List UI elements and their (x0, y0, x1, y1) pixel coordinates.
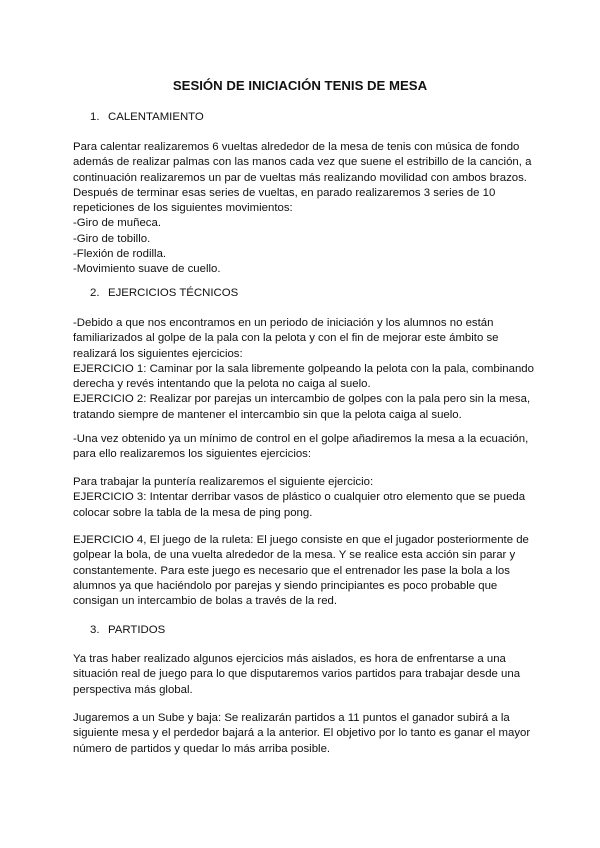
text-line: derecha y revés intentando que la pelota no caiga al suelo. (73, 378, 371, 391)
text-line: consigan un intercambio de bolas a través de la red. (73, 595, 338, 608)
paragraph-calentamiento (73, 140, 533, 278)
text-line: -Giro de muñeca. (73, 217, 161, 230)
section-heading-partidos (90, 622, 165, 638)
section-heading-ejercicios-tecnicos (90, 285, 238, 301)
paragraph-partidos-intro (73, 652, 533, 698)
paragraph-ejercicio-3 (73, 475, 533, 521)
text-line: perspectiva más global. (73, 683, 193, 696)
text-line: EJERCICIO 2: Realizar por parejas un intercambio de golpes con la pala pero sin la mesa, (73, 393, 531, 406)
paragraph-ejercicios-1-2 (73, 316, 533, 423)
text-line: -Flexión de rodilla. (73, 248, 167, 261)
paragraph-ejercicio-4 (73, 533, 533, 609)
text-line: -Movimiento suave de cuello. (73, 263, 221, 276)
document-title: SESIÓN DE INICIACIÓN TENIS DE MESA (172, 78, 428, 93)
text-line: número de partidos y quedar lo más arriba posible. (73, 742, 331, 755)
section-number: 3. (90, 624, 100, 636)
text-line: golpear la bola, de una vuelta alrededor de la mesa. Y se realice esta acción sin parar y (73, 549, 516, 562)
text-line: -Giro de tobillo. (73, 232, 151, 245)
text-line: EJERCICIO 1: Caminar por la sala libremente golpeando la pelota con la pala, combinando (73, 362, 534, 375)
text-line: tratando siempre de mantener el intercambio sin que la pelota caiga al suelo. (73, 408, 462, 421)
section-heading-calentamiento (90, 109, 204, 125)
text-line: Para calentar realizaremos 6 vueltas alrededor de la mesa de tenis con música de fondo (73, 141, 520, 153)
text-line: Después de terminar esas series de vueltas, en parado realizaremos 3 series de 10 (73, 186, 496, 199)
text-line: para ello realizaremos los siguientes ejercicios: (73, 448, 312, 461)
text-line: Para trabajar la puntería realizaremos el siguiente ejercicio: (73, 476, 374, 488)
text-line: EJERCICIO 4, El juego de la ruleta: El juego consiste en que el jugador posteriormente de (73, 534, 529, 546)
text-line: colocar sobre la tabla de la mesa de ping pong. (73, 506, 313, 519)
section-title: PARTIDOS (108, 624, 166, 636)
section-title: EJERCICIOS TÉCNICOS (108, 287, 239, 299)
text-line: además de realizar palmas con las manos cada vez que suene el estribillo de la canción, a (73, 156, 532, 169)
section-title: CALENTAMIENTO (108, 111, 204, 123)
text-line: situación real de juego para lo que disputaremos varios partidos para trabajar desde una (73, 668, 521, 681)
text-line: Jugaremos a un Sube y baja: Se realizarán partidos a 11 puntos el ganador subirá a la (73, 712, 510, 724)
text-line: familiarizados al golpe de la pala con la pelota y con el fin de mejorar este ámbito se (73, 332, 499, 345)
text-line: repeticiones de los siguientes movimientos: (73, 202, 293, 215)
text-line: constantemente. Para este juego es necesario que el entrenador les pase la bola a los (73, 564, 510, 577)
text-line: realizará los siguientes ejercicios: (73, 347, 243, 360)
text-line: siguiente mesa y el perdedor bajará a la anterior. El objetivo por lo tanto es ganar el mayor (73, 727, 531, 740)
text-line: -Debido a que nos encontramos en un periodo de iniciación y los alumnos no están (73, 317, 494, 329)
paragraph-mesa-intro (73, 432, 533, 463)
text-line: continuación realizaremos un par de vueltas más realizando movilidad con ambos brazos. (73, 171, 527, 184)
section-number: 1. (90, 111, 100, 123)
text-line: -Una vez obtenido ya un mínimo de control en el golpe añadiremos la mesa a la ecuación, (73, 433, 529, 445)
text-line: alumnos ya que haciéndolo por parejas y siendo principiantes es poco probable que (73, 579, 498, 592)
paragraph-sube-y-baja (73, 711, 533, 757)
section-number: 2. (90, 287, 100, 299)
text-line: Ya tras haber realizado algunos ejercicios más aislados, es hora de enfrentarse a una (73, 653, 506, 665)
text-line: EJERCICIO 3: Intentar derribar vasos de plástico o cualquier otro elemento que se pueda (73, 491, 526, 504)
